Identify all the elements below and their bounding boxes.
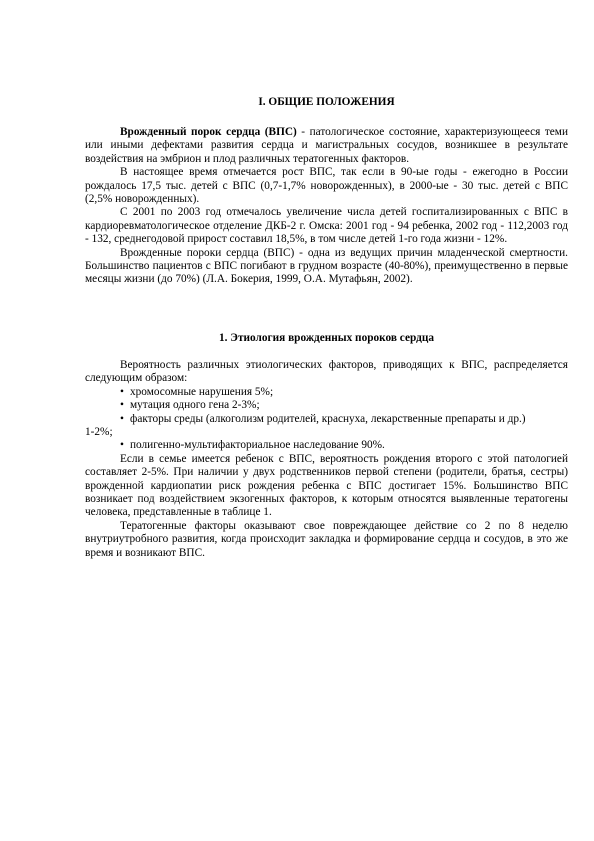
section-title: I. ОБЩИЕ ПОЛОЖЕНИЯ: [258, 96, 395, 108]
bullet-icon: •: [120, 439, 124, 452]
general-provisions-block: [85, 126, 568, 287]
term-bold: Врожденный порок сердца (ВПС): [120, 126, 297, 138]
list-item: • полигенно-мультифакториальное наследование 90%.: [120, 439, 385, 452]
paragraph-definition: [85, 126, 568, 166]
factor-list: [85, 386, 568, 426]
etiology-block: [85, 359, 568, 560]
paragraph-hospitalization: С 2001 по 2003 год отмечалось увеличение числа детей госпитализированных с ВПС в кардиоревматологическое отделение ДКБ-2 г. Омска: 2001 год - 94 ребенка, 2002 год - 112,2003 год - 132, среднегодовой прирост составил 18,5%, в том числе детей 1-го года жизни - 12%.: [85, 206, 568, 246]
definition-text: - патологическое состояние, характеризующееся теми или иными дефектами развития сердца и магистральных сосудов, возникшее в результате воздействия на эмбрион и плод различных тератогенных факторов.: [85, 126, 568, 165]
list-item-continuation: 1-2%;: [85, 426, 113, 439]
paragraph-family-risk: Если в семье имеется ребенок с ВПС, вероятность рождения второго с этой патологией составляет 2-5%. При наличии у двух родственников первой степени (родители, братья, сестры) врожденной кардиопатии риск рождения ребенка с ВПС достигает 15%. Большинство ВПС возникает под воздействием экзогенных факторов, к которым относятся выявленные тератогены человека, представленные в таблице 1.: [85, 452, 568, 519]
paragraph-probability: Вероятность различных этиологических факторов, приводящих к ВПС, распределяется следующим образом:: [85, 359, 568, 385]
list-item: • хромосомные нарушения 5%;: [120, 385, 274, 398]
bullet-icon: •: [120, 412, 124, 425]
paragraph-teratogens: Тератогенные факторы оказывают свое повреждающее действие со 2 по 8 неделю внутриутробного развития, когда происходит закладка и формирование сердца и сосудов, в это же время и возникают ВПС.: [85, 519, 568, 559]
bullet-icon: •: [120, 399, 124, 412]
subsection-title: 1. Этиология врожденных пороков сердца: [219, 332, 434, 344]
list-item: • факторы среды (алкоголизм родителей, краснуха, лекарственные препараты и др.): [120, 412, 526, 425]
paragraph-prevalence: В настоящее время отмечается рост ВПС, так если в 90-ые годы - ежегодно в России рождалось 17,5 тыс. детей с ВПС (0,7-1,7% новорожденных), в 2000-ые - 30 тыс. детей с ВПС (2,5% новорожденных).: [85, 166, 568, 206]
list-item: • мутация одного гена 2-3%;: [120, 399, 260, 412]
factor-list-continued: [85, 439, 568, 452]
bullet-icon: •: [120, 385, 124, 398]
paragraph-mortality: Врожденные пороки сердца (ВПС) - одна из ведущих причин младенческой смертности. Большинство пациентов с ВПС погибают в грудном возрасте (40-80%), преимущественно в первые месяцы жизни (до 70%) (Л.А. Бокерия, 1999, О.А. Мутафьян, 2002).: [85, 246, 568, 286]
